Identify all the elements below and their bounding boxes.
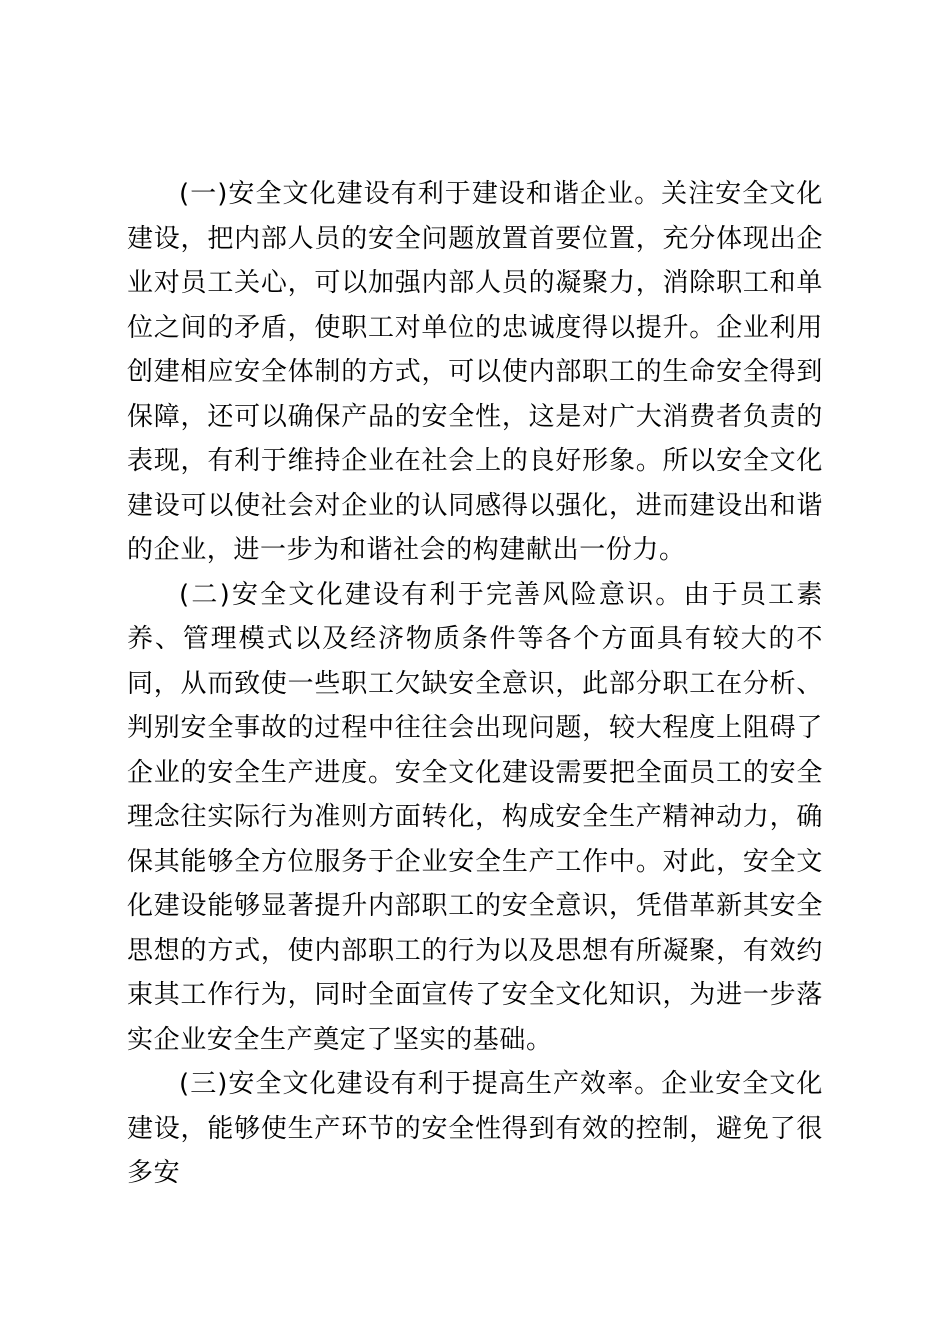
paragraph-3: (三)安全文化建设有利于提高生产效率。企业安全文化建设，能够使生产环节的安全性得到有效的控制，避免了很多安 <box>127 1069 823 1188</box>
document-body <box>127 172 823 1196</box>
paragraph-1: (一)安全文化建设有利于建设和谐企业。关注安全文化建设，把内部人员的安全问题放置首要位置，充分体现出企业对员工关心，可以加强内部人员的凝聚力，消除职工和单位之间的矛盾，使职工对单位的忠诚度得以提升。企业利用创建相应安全体制的方式，可以使内部职工的生命安全得到保障，还可以确保产品的安全性，这是对广大消费者负责的表现，有利于维持企业在社会上的良好形象。所以安全文化建设可以使社会对企业的认同感得以强化，进而建设出和谐的企业，进一步为和谐社会的构建献出一份力。 <box>127 179 823 565</box>
paragraph-2: (二)安全文化建设有利于完善风险意识。由于员工素养、管理模式以及经济物质条件等各个方面具有较大的不同，从而致使一些职工欠缺安全意识，此部分职工在分析、判别安全事故的过程中往往会出现问题，较大程度上阻碍了企业的安全生产进度。安全文化建设需要把全面员工的安全理念往实际行为准则方面转化，构成安全生产精神动力，确保其能够全方位服务于企业安全生产工作中。对此，安全文化建设能够显著提升内部职工的安全意识，凭借革新其安全思想的方式，使内部职工的行为以及思想有所凝聚，有效约束其工作行为，同时全面宣传了安全文化知识，为进一步落实企业安全生产奠定了坚实的基础。 <box>127 579 823 1055</box>
